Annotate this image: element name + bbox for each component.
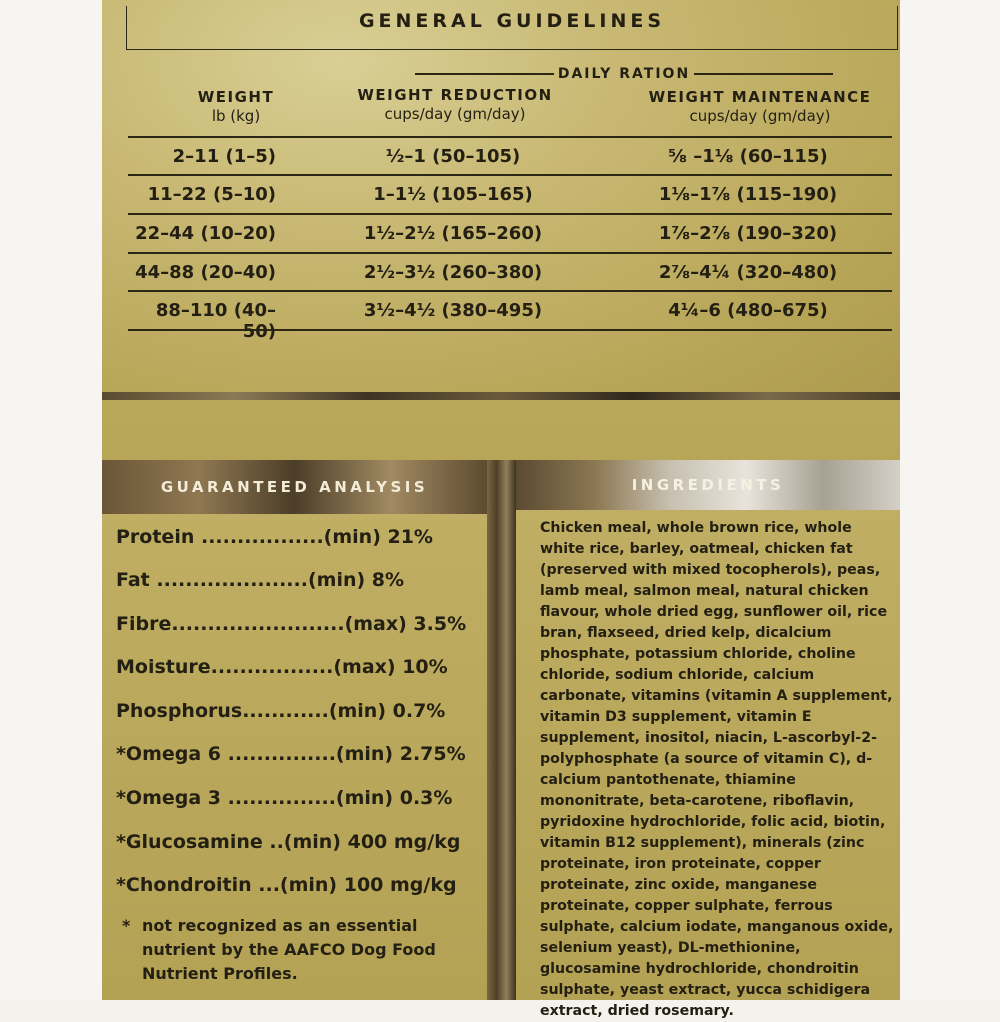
analysis-title: GUARANTEED ANALYSIS bbox=[102, 460, 487, 514]
col-weight-title: WEIGHT bbox=[197, 88, 275, 106]
ingredients-panel bbox=[516, 460, 900, 1019]
analysis-item: Protein .................(min) 21% bbox=[116, 526, 433, 548]
col-weight-header bbox=[176, 88, 296, 126]
cell-maintenance: ⅝ –1⅛ (60–115) bbox=[668, 146, 828, 167]
analysis-item: Moisture.................(max) 10% bbox=[116, 656, 448, 678]
cell-weight: 2–11 (1–5) bbox=[172, 146, 276, 167]
ingredients-text: Chicken meal, whole brown rice, whole white rice, barley, oatmeal, chicken fat (preserved with mixed tocopherols), peas, lamb meal, salmon meal, natural chicken flavour, whole dried egg, sunflower oil, rice bran, flaxseed, dried kelp, dicalcium phosphate, potassium chloride, choline chloride, sodium chloride, calcium carbonate, vitamins (vitamin A supplement, vitamin D3 supplement, vitamin E supplement, inositol, niacin, L-ascorbyl-2-polyphosphate (a source of vitamin C), d-calcium pantothenate, thiamine mononitrate, beta-carotene, riboflavin, pyridoxine hydrochloride, folic acid, biotin, vitamin B12 supplement), minerals (zinc proteinate, iron proteinate, copper proteinate, zinc oxide, manganese proteinate, copper sulphate, ferrous sulphate, calcium iodate, manganous oxide, selenium yeast), DL-methionine, glucosamine hydrochloride, chondroitin sulphate, yeast extract, yucca schidigera extract, dried rosemary. bbox=[540, 520, 894, 1019]
analysis-item: Fat .....................(min) 8% bbox=[116, 569, 405, 591]
cell-maintenance: 1⅛–1⅞ (115–190) bbox=[658, 184, 838, 205]
panel-gap bbox=[487, 460, 516, 1000]
cell-reduction: 1–1½ (105–165) bbox=[373, 184, 533, 205]
background-right bbox=[900, 0, 1000, 1000]
col-reduction-title: WEIGHT REDUCTION bbox=[357, 86, 553, 104]
analysis-item: *Glucosamine ..(min) 400 mg/kg bbox=[116, 831, 461, 853]
analysis-body bbox=[102, 514, 487, 1000]
table-row bbox=[128, 254, 892, 292]
analysis-item: *Chondroitin ...(min) 100 mg/kg bbox=[116, 874, 457, 896]
col-maintenance-header bbox=[640, 88, 880, 126]
col-weight-unit: lb (kg) bbox=[211, 107, 261, 125]
table-row bbox=[128, 292, 892, 342]
cell-maintenance: 4¼–6 (480–675) bbox=[668, 300, 828, 321]
cell-reduction: 2½–3½ (260–380) bbox=[363, 262, 543, 283]
guaranteed-analysis-panel bbox=[102, 460, 487, 1000]
ingredients-title: INGREDIENTS bbox=[516, 460, 900, 510]
cell-maintenance: 2⅞–4¼ (320–480) bbox=[658, 262, 838, 283]
cell-reduction: ½–1 (50–105) bbox=[385, 146, 521, 167]
cell-reduction: 3½–4½ (380–495) bbox=[363, 300, 543, 321]
col-reduction-unit: cups/day (gm/day) bbox=[384, 105, 526, 123]
daily-ration-label: DAILY RATION bbox=[557, 66, 691, 82]
cell-maintenance: 1⅞–2⅞ (190–320) bbox=[658, 223, 838, 244]
cell-weight: 88–110 (40–50) bbox=[155, 300, 276, 342]
table-row bbox=[128, 215, 892, 253]
footnote-text: not recognized as an essential nutrient by the AAFCO Dog Food Nutrient Profiles. bbox=[142, 916, 436, 983]
cell-weight: 22–44 (10–20) bbox=[135, 223, 276, 244]
cell-weight: 44–88 (20–40) bbox=[135, 262, 276, 283]
rule-right bbox=[694, 73, 833, 75]
cell-weight: 11–22 (5–10) bbox=[147, 184, 276, 205]
col-maintenance-unit: cups/day (gm/day) bbox=[689, 107, 831, 125]
analysis-item: *Omega 3 ...............(min) 0.3% bbox=[116, 787, 453, 809]
background-left bbox=[0, 0, 102, 1000]
col-reduction-header bbox=[340, 86, 570, 124]
cell-reduction: 1½–2½ (165–260) bbox=[363, 223, 543, 244]
ingredients-body bbox=[516, 510, 900, 1019]
col-maintenance-title: WEIGHT MAINTENANCE bbox=[648, 88, 872, 106]
analysis-footnote bbox=[116, 914, 436, 986]
analysis-item: *Omega 6 ...............(min) 2.75% bbox=[116, 743, 466, 765]
analysis-item: Fibre........................(max) 3.5% bbox=[116, 613, 467, 635]
footnote-star: * bbox=[122, 916, 131, 935]
daily-ration-header bbox=[415, 64, 833, 84]
rule-left bbox=[415, 73, 554, 75]
guidelines-title: GENERAL GUIDELINES bbox=[358, 10, 666, 32]
table-row bbox=[128, 176, 892, 214]
table-row bbox=[128, 138, 892, 176]
analysis-item: Phosphorus............(min) 0.7% bbox=[116, 700, 446, 722]
